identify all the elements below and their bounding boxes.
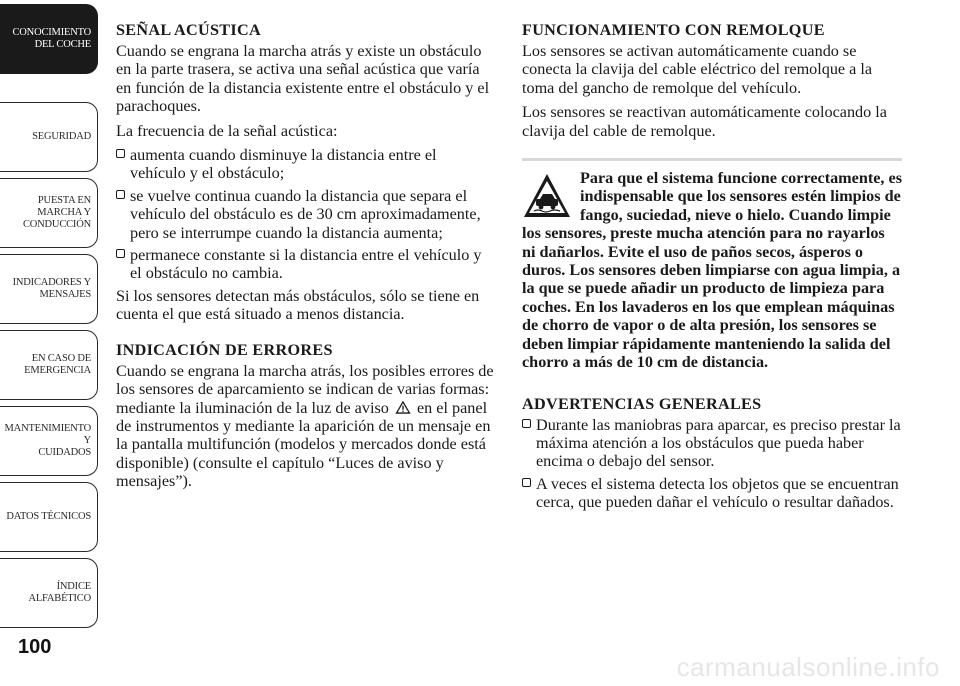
paragraph: Los sensores se reactivan automáticamente colocando la clavija del cable de remolque. (522, 103, 887, 140)
page-number: 100 (18, 636, 52, 658)
tab-puesta-en-marcha[interactable] (0, 178, 98, 248)
list-item: A veces el sistema detecta los objetos que se encuentran cerca, que pueden dañar el vehículo o resultar dañados. (522, 475, 902, 512)
tab-label: CONOCIMIENTO DEL COCHE (12, 27, 91, 50)
tab-indicadores-y-mensajes[interactable] (0, 254, 98, 324)
tab-label: INDICADORES Y MENSAJES (12, 277, 91, 300)
warning-note (522, 169, 902, 371)
section-title-senal-acustica: SEÑAL ACÚSTICA (116, 21, 261, 39)
checkbox-bullet-icon (522, 419, 531, 428)
list-item: permanece constante si la distancia entre el vehículo y el obstáculo no cambia. (116, 246, 496, 283)
warning-text: Para que el sistema funcione correctamente, es indispensable que los sensores estén limpios de fango, suciedad, nieve o hielo. Cuando limpie los sensores, preste mucha atención para no rayarlos ni dañarlos. Evite el uso de paños secos, ásperos o duros. Los sensores deben limpiarse con agua limpia, a la que se puede añadir un producto de limpieza para coches. En los lavaderos en los que emplean máquinas de chorro de vapor o de alta presión, los sensores se deben limpiar rápidamente manteniendo la salida del chorro a más de 10 cm de distancia. (522, 169, 903, 372)
tab-en-caso-de-emergencia[interactable] (0, 330, 98, 400)
list-item: aumenta cuando disminuye la distancia entre el vehículo y el obstáculo; (116, 146, 496, 183)
tab-label: ÍNDICE ALFABÉTICO (28, 581, 91, 604)
divider (522, 158, 902, 161)
list-item: se vuelve continua cuando la distancia que separa el vehículo del obstáculo es de 30 cm aproximadamente, pero se interrumpe cuando la distancia aumenta; (116, 187, 496, 242)
paragraph: Cuando se engrana la marcha atrás, los posibles errores de los sensores de aparcamiento se indican de varias formas: mediante la iluminación de la luz de aviso en el panel de instrumentos y mediante la aparición de un mensaje en la pantalla multifunción (modelos y mercados donde está disponible) (consulte el capítulo “Luces de aviso y mensajes”). (116, 361, 494, 491)
tab-label: SEGURIDAD (32, 131, 91, 142)
list-item: Durante las maniobras para aparcar, es preciso prestar la máxima atención a los obstáculos que pueda haber encima o debajo del sensor. (522, 416, 902, 471)
checkbox-bullet-icon (116, 149, 125, 158)
right-column (522, 20, 902, 516)
paragraph: Cuando se engrana la marcha atrás y existe un obstáculo en la parte trasera, se activa una señal acústica que varía en función de la distancia existente entre el obstáculo y el parachoques. (116, 42, 490, 116)
watermark: carmanualsonline.info (676, 652, 940, 682)
checkbox-bullet-icon (522, 478, 531, 487)
checkbox-bullet-icon (116, 249, 125, 258)
tab-mantenimiento-y-cuidados[interactable] (0, 406, 98, 476)
left-column (116, 20, 496, 497)
tab-datos-tecnicos[interactable] (0, 482, 98, 552)
paragraph: Si los sensores detectan más obstáculos, sólo se tiene en cuenta el que está situado a menos distancia. (116, 286, 480, 324)
tab-seguridad[interactable] (0, 102, 98, 172)
slippery-car-warning-icon (522, 171, 572, 221)
section-title-advertencias-generales: ADVERTENCIAS GENERALES (522, 394, 762, 413)
paragraph: Los sensores se activan automáticamente cuando se conecta la clavija del cable eléctrico del remolque a la toma del gancho de remolque del vehículo. (522, 42, 873, 97)
checkbox-bullet-icon (116, 190, 125, 199)
tab-indice-alfabetico[interactable] (0, 558, 98, 628)
tab-conocimiento-del-coche[interactable] (0, 4, 98, 74)
warning-triangle-icon (395, 401, 411, 414)
tab-label: PUESTA EN MARCHA Y CONDUCCIÓN (22, 195, 91, 230)
tab-label: MANTENIMIENTO Y CUIDADOS (4, 423, 91, 458)
tab-label: DATOS TÉCNICOS (6, 511, 91, 522)
section-title-funcionamiento-con-remolque: FUNCIONAMIENTO CON REMOLQUE (522, 21, 825, 39)
section-title-indicacion-de-errores: INDICACIÓN DE ERRORES (116, 340, 333, 359)
tab-label: EN CASO DE EMERGENCIA (24, 353, 91, 376)
paragraph: La frecuencia de la señal acústica: (116, 121, 338, 140)
